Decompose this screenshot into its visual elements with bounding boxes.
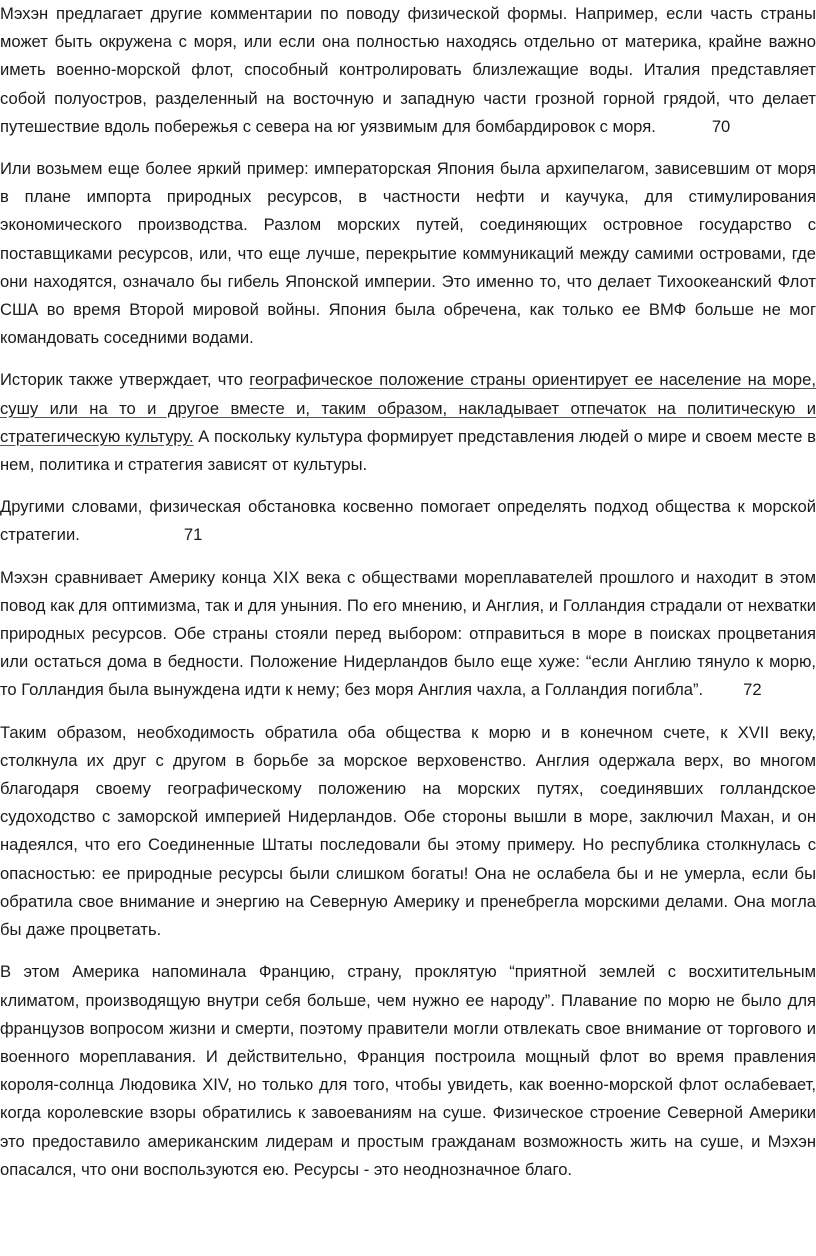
paragraph-text: В этом Америка напоминала Францию, страну, проклятую “приятной землей с восхитительным климатом, производящую внутри себя больше, чем нужно ее народу”. Плавание по морю не было для французов вопросом жизни и смерти, поэтому правители могли отвлекать свое внимание от торгового и военного мореплавания. И действительно, Франция построила мощный флот во время правления короля-солнца Людовика XIV, но только для того, чтобы увидеть, как военно-морской флот ослабевает, когда королевские взоры обратились к завоеваниям на суше. Физическое строение Северной Америки это предоставило американским лидерам и простым гражданам возможность жить на суше, и Мэхэн опасался, что они воспользуются ею. Ресурсы - это неоднозначное благо. (0, 962, 816, 1179)
footnote-number: 72 (743, 680, 762, 700)
paragraph-text: Таким образом, необходимость обратила оба общества к морю и в конечном счете, к XVII веку, столкнула их друг с другом в борьбе за морское верховенство. Англия одержала верх, во многом благодаря своему географическому положению на морских путях, соединявших голландское судоходство с заморской империей Нидерландов. Обе стороны вышли в море, заключил Махан, и он надеялся, что его Соединенные Штаты последовали бы этому примеру. Но республика столкнулась с опасностью: ее природные ресурсы были слишком богаты! Она не ослабела бы и не умерла, если бы обратила свое внимание и энергию на Северную Америку и пренебрегла морскими делами. Она могла бы даже процветать. (0, 722, 816, 940)
underlined-quote: географическое положение страны ориентирует ее население на море, сушу или на то и другое вместе и, таким образом, накладывает отпечаток на политическую и стратегическую культуру. (0, 370, 816, 446)
paragraph-3 (0, 366, 816, 479)
paragraph-text: Мэхэн предлагает другие комментарии по поводу физической формы. Например, если часть страны может быть окружена с моря, или если она полностью находясь отдельно от материка, крайне важно иметь военно-морской флот, способный контролировать близлежащие воды. Италия представляет собой полуостров, разделенный на восточную и западную части грозной горной грядой, что делает путешествие вдоль побережья с севера на юг уязвимым для бомбардировок с моря. (0, 4, 816, 136)
paragraph-text: Мэхэн сравнивает Америку конца XIX века с обществами мореплавателей прошлого и находит в этом повод как для оптимизма, так и для уныния. По его мнению, и Англия, и Голландия страдали от нехватки природных ресурсов. Обе страны стояли перед выбором: отправиться в море в поисках процветания или остаться дома в бедности. Положение Нидерландов было еще хуже: “если Англию тянуло к морю, то Голландия была вынуждена идти к нему; без моря Англия чахла, а Голландия погибла”. (0, 567, 816, 700)
paragraph-prefix: Историк также утверждает, что (0, 370, 250, 390)
footnote-number: 70 (711, 116, 731, 136)
paragraph-2 (0, 155, 816, 352)
paragraph-6 (0, 719, 816, 945)
paragraph-text: Или возьмем еще более яркий пример: императорская Япония была архипелагом, зависевшим от моря в плане импорта природных ресурсов, в частности нефти и каучука, для стимулирования экономического производства. Разлом морских путей, соединяющих островное государство с поставщиками ресурсов, или, что еще лучше, перекрытие коммуникаций между самими островами, где они находятся, означало бы гибель Японской империи. Это именно то, что делает Тихоокеанский Флот США во время Второй мировой войны. Япония была обречена, как только ее ВМФ больше не мог командовать соседними водами. (0, 159, 816, 348)
footnote-number: 71 (183, 525, 203, 545)
paragraph-text: Другими словами, физическая обстановка косвенно помогает определять подход общества к морской стратегии. (0, 497, 816, 545)
paragraph-suffix: А поскольку культура формирует представления людей о мире и своем месте в нем, политика и стратегия зависят от культуры. (0, 426, 816, 475)
paragraph-7 (0, 958, 816, 1184)
paragraph-1 (0, 0, 816, 141)
paragraph-5 (0, 564, 816, 705)
paragraph-4 (0, 493, 816, 549)
